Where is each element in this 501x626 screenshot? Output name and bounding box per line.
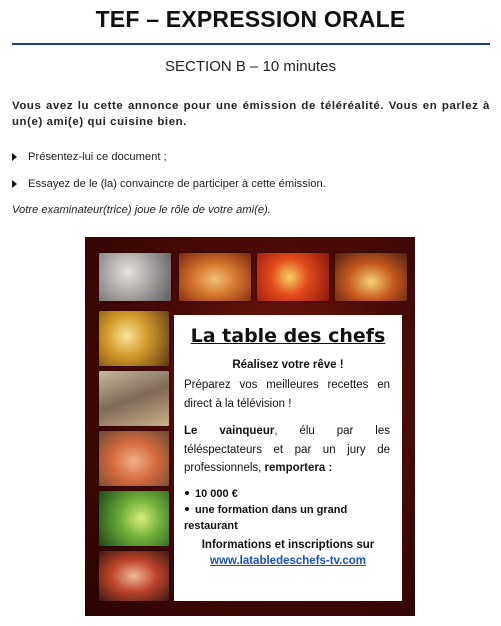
- instruction-bullet-2: [12, 178, 326, 190]
- bullet-arrow-icon: [12, 180, 17, 188]
- advert-line: Préparez vos meilleures recettes en direct à la télévision !: [184, 379, 390, 410]
- instruction-bullet-text: Essayez de le (la) convaincre de participer à cette émission.: [28, 178, 326, 190]
- instruction-bullet-text: Présentez-lui ce document ;: [28, 151, 167, 163]
- info-text: Informations et inscriptions sur: [201, 539, 375, 551]
- bowl-photo: [335, 253, 407, 301]
- tart-photo: [179, 253, 251, 301]
- oil-photo: [99, 311, 169, 366]
- page-title: TEF – EXPRESSION ORALE: [95, 6, 406, 32]
- shrimp-photo: [99, 431, 169, 486]
- advert-title: La table des chefs: [190, 325, 386, 347]
- tomato-photo: [257, 253, 329, 301]
- fish-photo: [99, 253, 171, 301]
- bullet-dot-icon: [185, 507, 189, 511]
- advert-winner-text: [184, 422, 390, 478]
- winner-description: , élu par les téléspectateurs et par un jury de professionnels,: [184, 425, 391, 474]
- bullet-arrow-icon: [12, 153, 17, 161]
- title-divider: [12, 43, 490, 45]
- section-subtitle: SECTION B – 10 minutes: [165, 58, 336, 75]
- instruction-intro: Vous avez lu cette annonce pour une émission de téléréalité. Vous en parlez à un(e) ami(e) qui cuisine bien.: [12, 100, 490, 128]
- website-link[interactable]: www.latabledeschefs-tv.com: [210, 555, 366, 567]
- vegetables-photo: [99, 371, 169, 426]
- winner-label: Le vainqueur: [184, 425, 275, 437]
- prize-list: [184, 486, 394, 534]
- examiner-note: Votre examinateur(trice) joue le rôle de votre ami(e).: [12, 204, 271, 216]
- instruction-bullet-1: [12, 151, 167, 163]
- prize-item: [184, 486, 394, 502]
- advert-headline: Réalisez votre rêve !: [232, 359, 344, 371]
- prize-text: une formation dans un grand restaurant: [184, 504, 348, 532]
- advert-card: [174, 315, 402, 601]
- lime-photo: [99, 491, 169, 546]
- skewer-photo: [99, 551, 169, 601]
- bullet-dot-icon: [185, 491, 189, 495]
- advert-poster: [85, 237, 415, 616]
- prize-text: 10 000 €: [195, 488, 238, 500]
- prize-item: [184, 502, 394, 534]
- prize-label: remportera :: [264, 462, 333, 474]
